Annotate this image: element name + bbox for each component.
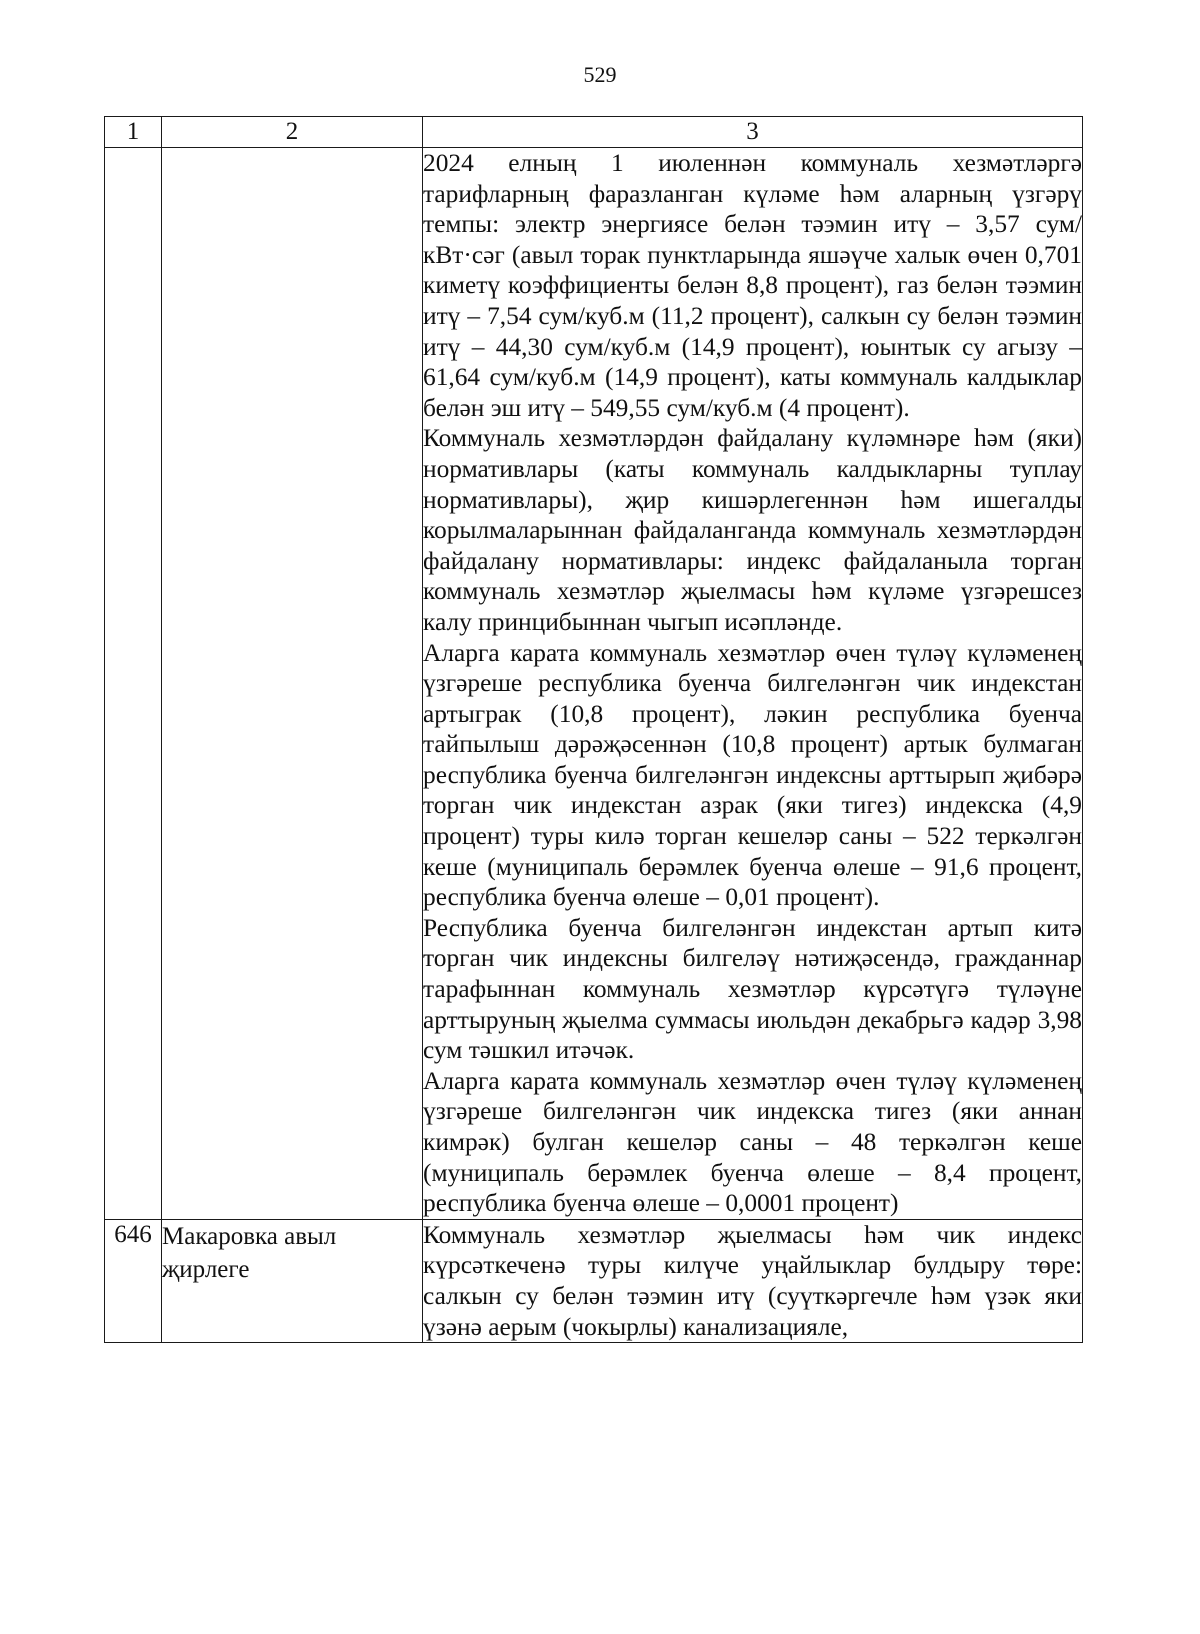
document-table [104,116,1083,1343]
paragraph-total-increase: Республика буенча билгеләнгән индекстан артып китә торган чик индексны билгеләү нәтиҗәсендә, гражданнар тарафыннан коммуналь хезмәтләр күрсәтүгә түләүне арттыруның җыелма суммасы июльдән декабрьгә кадәр 3,98 сум тәшкил итәчәк. [423,913,1082,1065]
description-cell [423,148,1083,1220]
column-header-3: 3 [423,117,1083,148]
table-row [105,1219,1083,1342]
row-number-cell: 646 [105,1219,162,1342]
paragraph-people-above-index: Аларга карата коммуналь хезмәтләр өчен түләү күләменең үзгәреше республика буенча билгеләнгән чик индекстан артыграк (10,8 процент), ләкин республика буенча тайпылыш дәрәҗәсеннән (10,8 процент) артык булмаган республика буенча билгеләнгән индексны арттырып җибәрә торган чик индекстан азрак (яки тигез) индекска (4,9 процент) туры килә торган кешеләр саны – 522 теркәлгән кеше (муниципаль берәмлек буенча өлеше – 91,6 процент, республика буенча өлеше – 0,01 процент). [423,638,1082,912]
column-header-2: 2 [162,117,423,148]
settlement-name-cell: Макаровка авыл җирлеге [162,1219,423,1342]
table-header-row [105,117,1083,148]
paragraph-people-within-index: Аларга карата коммуналь хезмәтләр өчен түләү күләменең үзгәреше билгеләнгән чик индекска тигез (яки аннан кимрәк) булган кешеләр саны – 48 теркәлгән кеше (муниципаль берәмлек буенча өлеше – 8,4 процент, республика буенча өлеше – 0,0001 процент) [423,1066,1082,1218]
column-header-1: 1 [105,117,162,148]
paragraph-utility-set: Коммуналь хезмәтләр җыелмасы һәм чик индекс күрсәткеченә туры килүче уңайлыклар булдыру төре: салкын су белән тәэмин итү (суүткәргечле һәм үзәк яки үзәнә аерым (чокырлы) канализацияле, [423,1220,1082,1341]
paragraph-consumption-norms: Коммуналь хезмәтләрдән файдалану күләмнәре һәм (яки) нормативлары (каты коммуналь калдыкларны туплау нормативлары), җир кишәрлегеннән һәм ишегалды корылмаларыннан файдаланганда коммуналь хезмәтләрдән файдалану нормативлары: индекс файдаланыла торган коммуналь хезмәтләр җыелмасы һәм күләме үзгәрешсез калу принцибыннан чыгып исәпләнде. [423,424,1082,636]
page-number: 529 [583,62,617,87]
paragraph-tariffs: 2024 елның 1 июленнән коммуналь хезмәтләргә тарифларның фаразланган күләме һәм аларның үзгәрү темпы: электр энергиясе белән тәэмин итү – 3,57 сум/кВт·сәг (авыл торак пунктларында яшәүче халык өчен 0,701 киметү коэффициенты белән 8,8 процент), газ белән тәэмин итү – 7,54 сум/куб.м (11,2 процент), салкын су белән тәэмин итү – 44,30 сум/куб.м (14,9 процент), юынтык су агызу – 61,64 сум/куб.м (14,9 процент), каты коммуналь калдыклар белән эш итү – 549,55 сум/куб.м (4 процент). [423,149,1082,422]
row-number-cell [105,148,162,1220]
table-row [105,148,1083,1220]
description-cell [423,1219,1083,1342]
settlement-name-cell [162,148,423,1220]
